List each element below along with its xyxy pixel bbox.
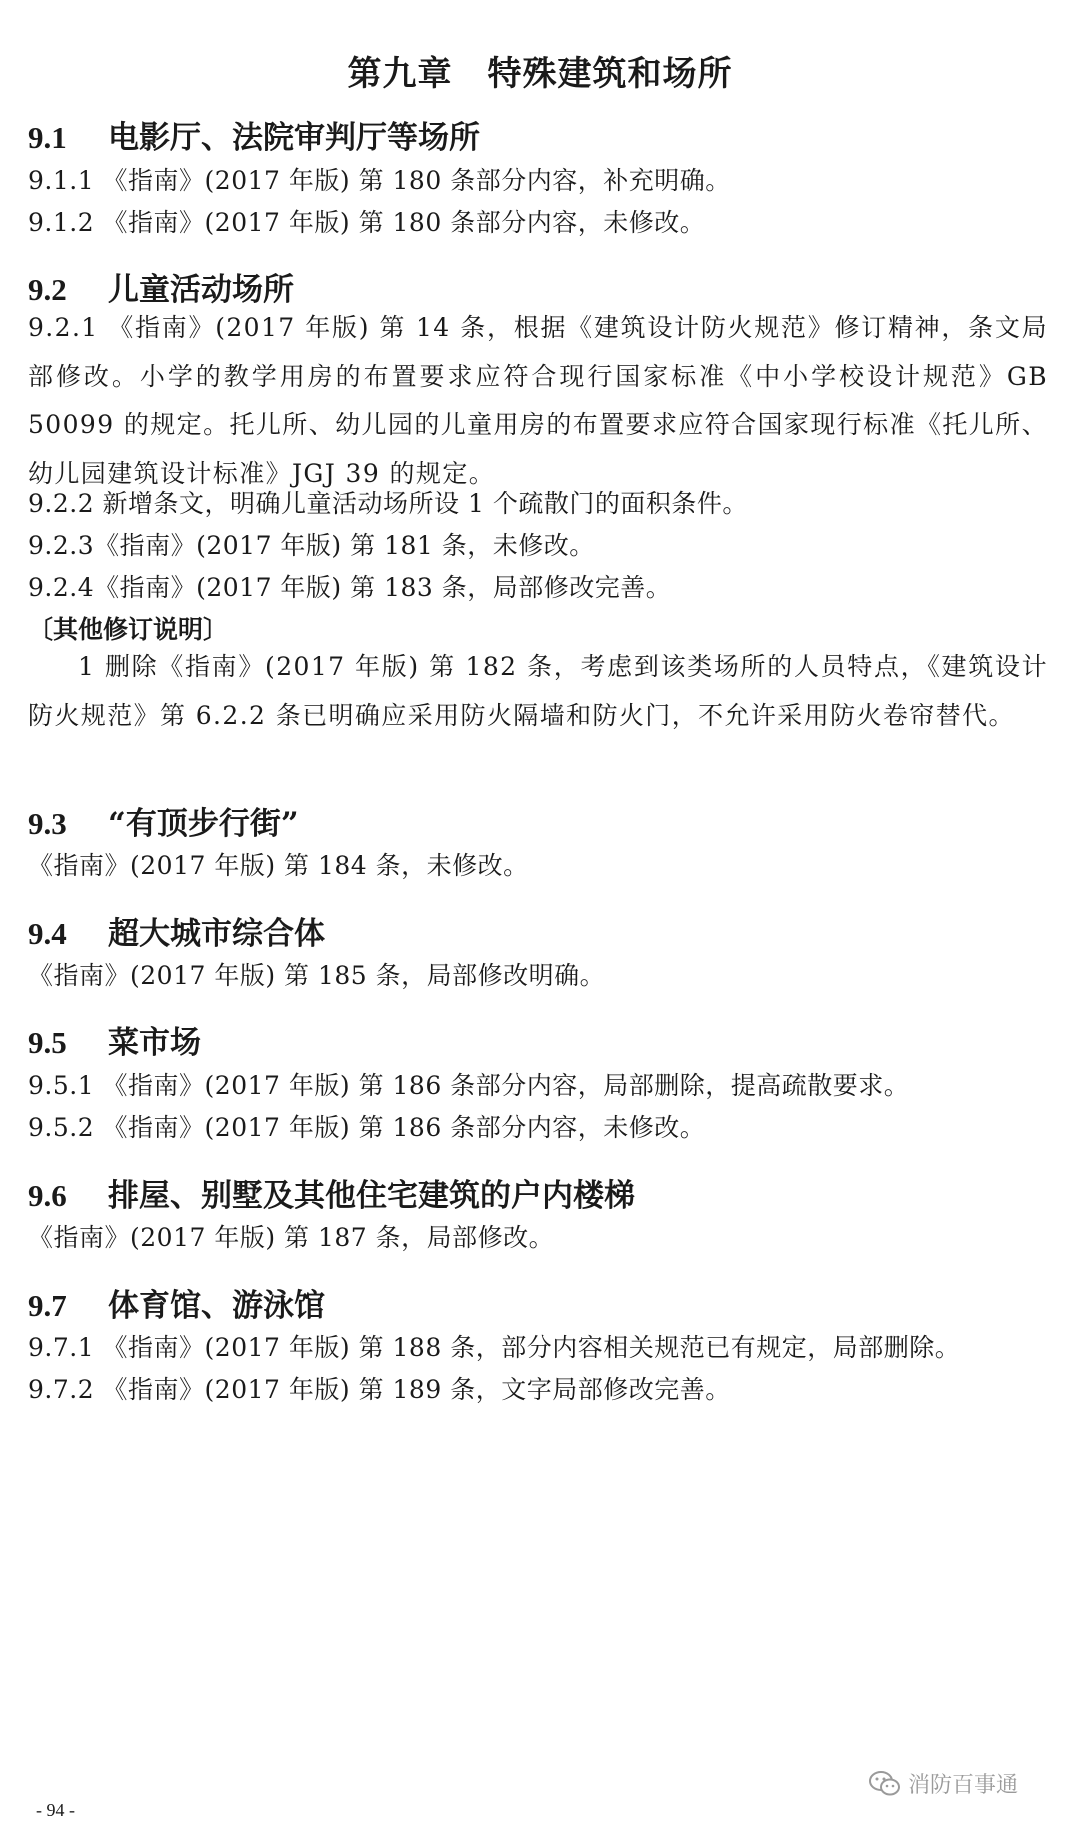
clause-line: 《指南》(2017 年版) 第 184 条，未修改。 bbox=[28, 851, 529, 880]
section-title: 超大城市综合体 bbox=[108, 916, 325, 952]
section-heading-9-6 bbox=[28, 1170, 635, 1215]
other-revision-paragraph: 1 删除《指南》(2017 年版) 第 182 条，考虑到该类场所的人员特点，《建筑设计防火规范》第 6.2.2 条已明确应采用防火隔墙和防火门，不允许采用防火卷帘替代。 bbox=[28, 652, 1048, 730]
clause-line: 9.5.2 《指南》(2017 年版) 第 186 条部分内容，未修改。 bbox=[28, 1113, 706, 1142]
clause-paragraph: 9.2.1 《指南》(2017 年版) 第 14 条，根据《建筑设计防火规范》修订精神，条文局部修改。小学的教学用房的布置要求应符合现行国家标准《中小学校设计规范》GB 50099 的规定。托儿所、幼儿园的儿童用房的布置要求应符合国家现行标准《托儿所、幼儿园建筑设计标准》JGJ 39 的规定。 bbox=[28, 313, 1048, 488]
section-title: 儿童活动场所 bbox=[108, 272, 294, 308]
clause-line: 9.7.1 《指南》(2017 年版) 第 188 条，部分内容相关规范已有规定，局部删除。 bbox=[28, 1333, 961, 1362]
clause-line: 9.1.2 《指南》(2017 年版) 第 180 条部分内容，未修改。 bbox=[28, 208, 706, 237]
watermark-label: 消防百事通 bbox=[908, 1773, 1019, 1798]
section-heading-9-5 bbox=[28, 1017, 201, 1062]
section-number: 9.5 bbox=[28, 1025, 67, 1060]
section-heading-9-4 bbox=[28, 908, 325, 953]
chapter-title: 第九章 特殊建筑和场所 bbox=[347, 54, 733, 94]
clause-line: 9.2.2 新增条文，明确儿童活动场所设 1 个疏散门的面积条件。 bbox=[28, 489, 748, 518]
section-number: 9.2 bbox=[28, 272, 67, 307]
clause-line: 《指南》(2017 年版) 第 185 条，局部修改明确。 bbox=[28, 961, 606, 990]
section-title: “有顶步行街” bbox=[108, 806, 299, 842]
section-number: 9.7 bbox=[28, 1288, 67, 1323]
clause-line: 9.7.2 《指南》(2017 年版) 第 189 条，文字局部修改完善。 bbox=[28, 1375, 731, 1404]
section-title: 体育馆、游泳馆 bbox=[108, 1288, 325, 1324]
section-heading-9-1 bbox=[28, 112, 480, 157]
wechat-icon bbox=[868, 1770, 902, 1798]
section-number: 9.4 bbox=[28, 916, 67, 951]
section-title: 电影厅、法院审判厅等场所 bbox=[108, 120, 480, 156]
section-title: 排屋、别墅及其他住宅建筑的户内楼梯 bbox=[108, 1178, 635, 1214]
clause-line: 《指南》(2017 年版) 第 187 条，局部修改。 bbox=[28, 1223, 555, 1252]
section-number: 9.1 bbox=[28, 120, 67, 155]
page-number: - 94 - bbox=[36, 1800, 75, 1820]
section-number: 9.6 bbox=[28, 1178, 67, 1213]
clause-line: 9.2.4《指南》(2017 年版) 第 183 条，局部修改完善。 bbox=[28, 573, 672, 602]
watermark bbox=[868, 1768, 1018, 1799]
other-revision-heading: 〔其他修订说明〕 bbox=[28, 615, 229, 644]
section-heading-9-2 bbox=[28, 264, 294, 309]
section-title: 菜市场 bbox=[108, 1025, 201, 1061]
clause-line: 9.2.3《指南》(2017 年版) 第 181 条，未修改。 bbox=[28, 531, 595, 560]
section-heading-9-7 bbox=[28, 1280, 325, 1325]
clause-line: 9.1.1 《指南》(2017 年版) 第 180 条部分内容，补充明确。 bbox=[28, 166, 731, 195]
section-heading-9-3 bbox=[28, 798, 299, 843]
section-number: 9.3 bbox=[28, 806, 67, 841]
clause-line: 9.5.1 《指南》(2017 年版) 第 186 条部分内容，局部删除，提高疏散要求。 bbox=[28, 1071, 910, 1100]
